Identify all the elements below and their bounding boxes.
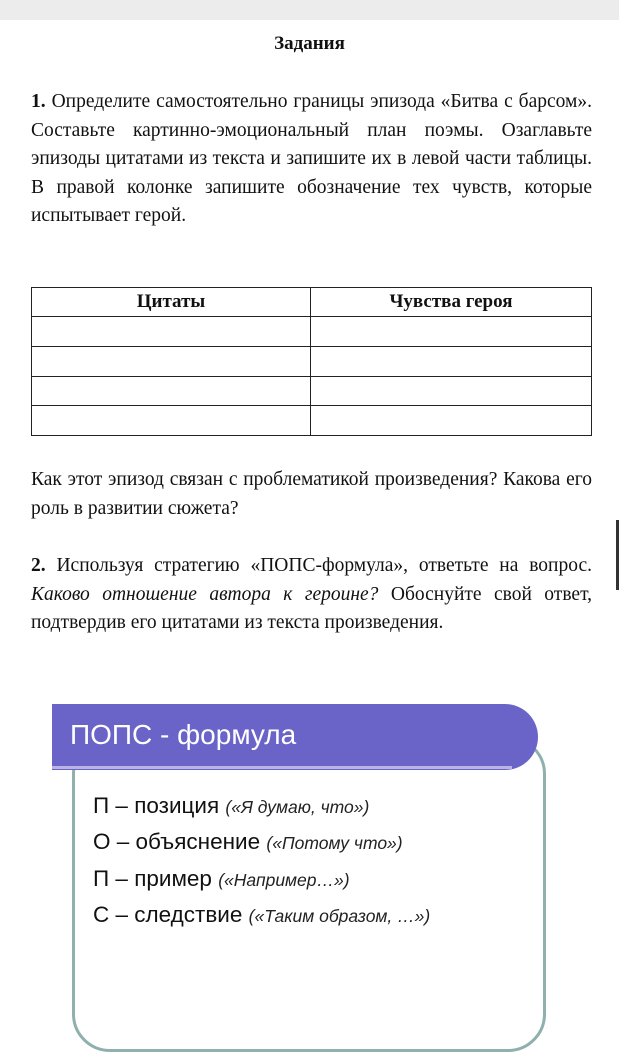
table-header-feelings: Чувства героя xyxy=(311,288,592,317)
pops-item-example xyxy=(93,866,350,892)
table-cell-feeling[interactable] xyxy=(311,317,592,347)
pops-item-hint: («Таким образом, …») xyxy=(248,906,431,926)
pops-item-consequence xyxy=(93,902,430,928)
pops-item-label: П – пример xyxy=(93,866,212,891)
table-cell-quote[interactable] xyxy=(32,406,311,436)
pops-item-label: С – следствие xyxy=(93,902,243,927)
pops-item-hint: («Я думаю, что») xyxy=(225,797,370,817)
task-2-italic-question: Каково отношение автора к героине? xyxy=(31,583,379,605)
pops-item-position xyxy=(93,793,369,819)
quotes-feelings-table xyxy=(31,287,592,436)
pops-item-hint: («Потому что») xyxy=(266,833,403,853)
pops-formula-title: ПОПС - формула xyxy=(70,719,297,750)
table-cell-quote[interactable] xyxy=(32,317,311,347)
pops-item-explanation xyxy=(93,829,403,855)
table-cell-quote[interactable] xyxy=(32,346,311,376)
pops-item-label: О – объяснение xyxy=(93,829,261,854)
episode-question: Как этот эпизод связан с проблематикой произведения? Какова его роль в развитии сюжета? xyxy=(31,469,592,519)
table-row xyxy=(32,317,592,347)
pops-header-underline xyxy=(52,766,512,769)
task-1-number: 1. xyxy=(31,91,46,112)
page-title: Задания xyxy=(274,33,345,54)
top-bar xyxy=(0,0,619,20)
table-row xyxy=(32,346,592,376)
table-cell-quote[interactable] xyxy=(32,376,311,406)
table-cell-feeling[interactable] xyxy=(311,346,592,376)
pops-formula-card xyxy=(72,736,546,1052)
task-2-text-after: Обоснуйте свой ответ, подтвердив его цитатами из текста произведения. xyxy=(31,583,592,634)
pops-item-hint: («Например…») xyxy=(218,870,350,890)
table-row xyxy=(32,406,592,436)
pops-item-label: П – позиция xyxy=(93,793,220,818)
table-header-quotes: Цитаты xyxy=(32,288,311,317)
table-cell-feeling[interactable] xyxy=(311,406,592,436)
table-header-row xyxy=(32,288,592,317)
table-cell-feeling[interactable] xyxy=(311,376,592,406)
task-2-text-before: Используя стратегию «ПОПС-формула», ответьте на вопрос. xyxy=(56,555,593,576)
task-2-paragraph xyxy=(31,552,592,638)
task-2-number: 2. xyxy=(31,555,46,576)
task-1-text: Определите самостоятельно границы эпизода «Битва с барсом». Составьте картинно-эмоциональный план поэмы. Озаглавьте эпизоды цитатами из текста и запишите их в левой части таблицы. В правой колонке запишите обозначение тех чувств, которые испытывает герой. xyxy=(31,91,593,227)
task-1-paragraph xyxy=(31,88,592,231)
table-row xyxy=(32,376,592,406)
